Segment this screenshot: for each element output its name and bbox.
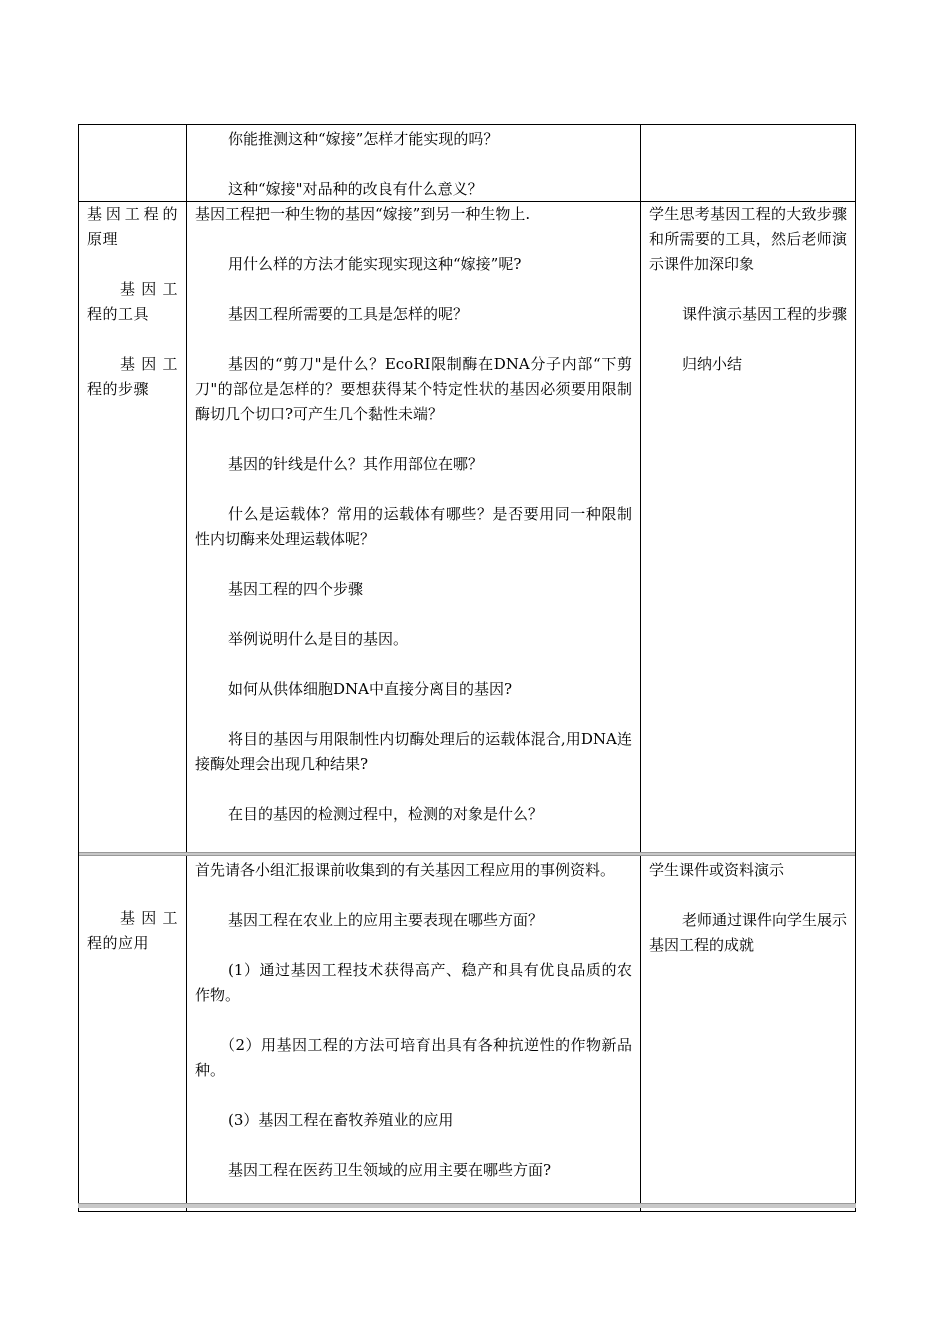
content-cell xyxy=(187,856,641,1211)
question-text: 基因的针线是什么？其作用部位在哪？ xyxy=(228,455,484,473)
question-text: 你能推测这种“嫁接”怎样才能实现的吗？ xyxy=(228,130,499,148)
activity-cell xyxy=(641,856,855,1211)
question-text: 什么是运载体？常用的运载体有哪些？是否要用同一种限制性内切酶来处理运载体呢？ xyxy=(195,505,632,548)
question-text: 举例说明什么是目的基因。 xyxy=(228,630,409,648)
topic-cell xyxy=(79,125,187,201)
content-text: 基因工程的四个步骤 xyxy=(228,580,364,598)
question-text: 基因工程在医药卫生领域的应用主要在哪些方面? xyxy=(228,1161,552,1179)
activity-text: 学生思考基因工程的大致步骤和所需要的工具，然后老师演示课件加深印象 xyxy=(649,205,847,273)
content-cell xyxy=(187,202,641,852)
table-row xyxy=(79,202,855,852)
question-text: 用什么样的方法才能实现实现这种“嫁接”呢? xyxy=(228,255,522,273)
question-text: 如何从供体细胞DNA中直接分离目的基因? xyxy=(228,680,513,698)
question-text: 基因的“剪刀"是什么？EcoRI限制酶在DNA分子内部“下剪刀"的部位是怎样的？要想获得某个特定性状的基因必须要用限制酶切几个切口?可产生几个黏性未端？ xyxy=(195,355,632,423)
activity-cell xyxy=(641,125,855,201)
topic-cell xyxy=(79,856,187,1211)
content-text: 基因工程把一种生物的基因“嫁接”到另一种生物上. xyxy=(195,205,531,223)
question-text: 基因工程在农业上的应用主要表现在哪些方面？ xyxy=(228,911,544,929)
content-text: 首先请各小组汇报课前收集到的有关基因工程应用的事例资料。 xyxy=(195,861,616,879)
table-bottom-border xyxy=(78,1203,856,1208)
activity-text: 老师通过课件向学生展示基因工程的成就 xyxy=(649,911,848,954)
topic-label: 基因工程的工具 xyxy=(87,280,178,323)
table-row xyxy=(79,856,855,1211)
question-text: 将目的基因与用限制性内切酶处理后的运载体混合,用DNA连接酶处理会出现几种结果? xyxy=(195,730,632,773)
question-text: 基因工程所需要的工具是怎样的呢？ xyxy=(228,305,469,323)
content-text: (3）基因工程在畜牧养殖业的应用 xyxy=(228,1111,454,1129)
topic-cell xyxy=(79,202,187,852)
topic-label: 基因工程的应用 xyxy=(87,909,178,952)
table-row xyxy=(79,125,855,202)
activity-text: 归纳小结 xyxy=(682,355,743,373)
activity-cell xyxy=(641,202,855,852)
question-text: 在目的基因的检测过程中，检测的对象是什么？ xyxy=(228,805,544,823)
content-text: （2）用基因工程的方法可培育出具有各种抗逆性的作物新品种。 xyxy=(195,1036,632,1079)
lesson-plan-table xyxy=(78,124,856,1212)
topic-label: 基因工程的步骤 xyxy=(87,355,178,398)
topic-label: 基因工程的原理 xyxy=(87,205,178,248)
activity-text: 课件演示基因工程的步骤 xyxy=(682,305,848,323)
question-text: 这种“嫁接"对品种的改良有什么意义？ xyxy=(228,180,483,198)
content-cell xyxy=(187,125,641,201)
content-text: (1）通过基因工程技术获得高产、稳产和具有优良品质的农作物。 xyxy=(195,961,632,1004)
activity-text: 学生课件或资料演示 xyxy=(649,861,785,879)
